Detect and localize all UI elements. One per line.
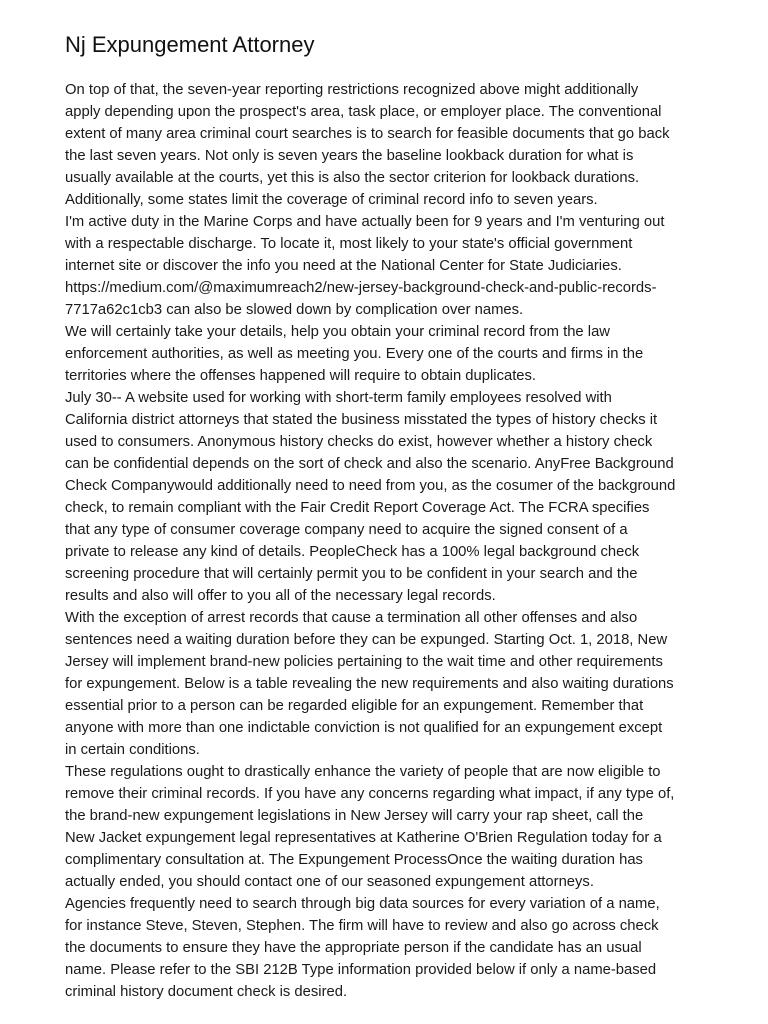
text-line: screening procedure that will certainly permit you to be confident in your search and the [65, 566, 638, 582]
text-line: These regulations ought to drastically enhance the variety of people that are now eligible to [65, 764, 661, 780]
document-title: Nj Expungement Attorney [65, 32, 315, 57]
text-line: the documents to ensure they have the appropriate person if the candidate has an usual [65, 940, 642, 956]
text-line: can be confidential depends on the sort of check and also the scenario. AnyFree Background [65, 456, 674, 472]
paragraph [65, 387, 705, 607]
text-line: actually ended, you should contact one of our seasoned expungement attorneys. [65, 874, 594, 890]
text-line: Jersey will implement brand-new policies pertaining to the wait time and other requirements [65, 654, 663, 670]
text-line: for expungement. Below is a table revealing the new requirements and also waiting durations [65, 676, 674, 692]
paragraph [65, 321, 705, 387]
text-line: anyone with more than one indictable conviction is not qualified for an expungement except [65, 720, 663, 736]
text-line: that any type of consumer coverage company need to acquire the signed consent of a [65, 522, 628, 538]
text-line: for instance Steve, Steven, Stephen. The firm will have to review and also go across check [65, 918, 659, 934]
text-line: remove their criminal records. If you have any concerns regarding what impact, if any type of, [65, 786, 675, 802]
text-line: Additionally, some states limit the coverage of criminal record info to seven years. [65, 192, 598, 208]
text-line: complimentary consultation at. The Expungement ProcessOnce the waiting duration has [65, 852, 643, 868]
url-text-line: https://medium.com/@maximumreach2/new-jersey-background-check-and-public-records- [65, 280, 657, 296]
text-line: 7717a62c1cb3 can also be slowed down by complication over names. [65, 302, 524, 318]
text-line: criminal history document check is desired. [65, 984, 348, 1000]
text-line: July 30-- A website used for working with short-term family employees resolved with [65, 390, 612, 406]
text-line: California district attorneys that stated the business misstated the types of history checks it [65, 412, 658, 428]
text-line: On top of that, the seven-year reporting restrictions recognized above might additionally [65, 82, 639, 98]
paragraph [65, 607, 705, 761]
text-line: the last seven years. Not only is seven years the baseline lookback duration for what is [65, 148, 634, 164]
text-line: New Jacket expungement legal representatives at Katherine O'Brien Regulation today for a [65, 830, 662, 846]
text-line: sentences need a waiting duration before they can be expunged. Starting Oct. 1, 2018, New [65, 632, 668, 648]
text-line: territories where the offenses happened will require to obtain duplicates. [65, 368, 537, 384]
paragraph [65, 211, 705, 321]
text-line: private to release any kind of details. PeopleCheck has a 100% legal background check [65, 544, 640, 560]
text-line: enforcement authorities, as well as meeting you. Every one of the courts and firms in the [65, 346, 644, 362]
text-line: I'm active duty in the Marine Corps and have actually been for 9 years and I'm venturing out [65, 214, 665, 230]
text-line: the brand-new expungement legislations in New Jersey will carry your rap sheet, call the [65, 808, 644, 824]
text-line: used to consumers. Anonymous history checks do exist, however whether a history check [65, 434, 653, 450]
text-line: Agencies frequently need to search through big data sources for every variation of a name, [65, 896, 660, 912]
text-line: name. Please refer to the SBI 212B Type information provided below if only a name-based [65, 962, 657, 978]
text-line: results and also will offer to you all of the necessary legal records. [65, 588, 496, 604]
text-line: We will certainly take your details, help you obtain your criminal record from the law [65, 324, 610, 340]
text-line: in certain conditions. [65, 742, 200, 758]
text-line: Check Companywould additionally need to need from you, as the cosumer of the background [65, 478, 676, 494]
text-line: apply depending upon the prospect's area, task place, or employer place. The conventional [65, 104, 662, 120]
text-line: usually available at the courts, yet this is also the sector criterion for lookback durations. [65, 170, 640, 186]
text-line: check, to remain compliant with the Fair Credit Report Coverage Act. The FCRA specifies [65, 500, 650, 516]
paragraph [65, 893, 705, 1003]
document-body [65, 79, 705, 1003]
text-line: extent of many area criminal court searches is to search for feasible documents that go back [65, 126, 670, 142]
text-line: essential prior to a person can be regarded eligible for an expungement. Remember that [65, 698, 644, 714]
paragraph [65, 79, 705, 211]
text-line: With the exception of arrest records that cause a termination all other offenses and also [65, 610, 638, 626]
paragraph [65, 761, 705, 893]
text-line: internet site or discover the info you need at the National Center for State Judiciaries. [65, 258, 622, 274]
text-line: with a respectable discharge. To locate it, most likely to your state's official government [65, 236, 633, 252]
